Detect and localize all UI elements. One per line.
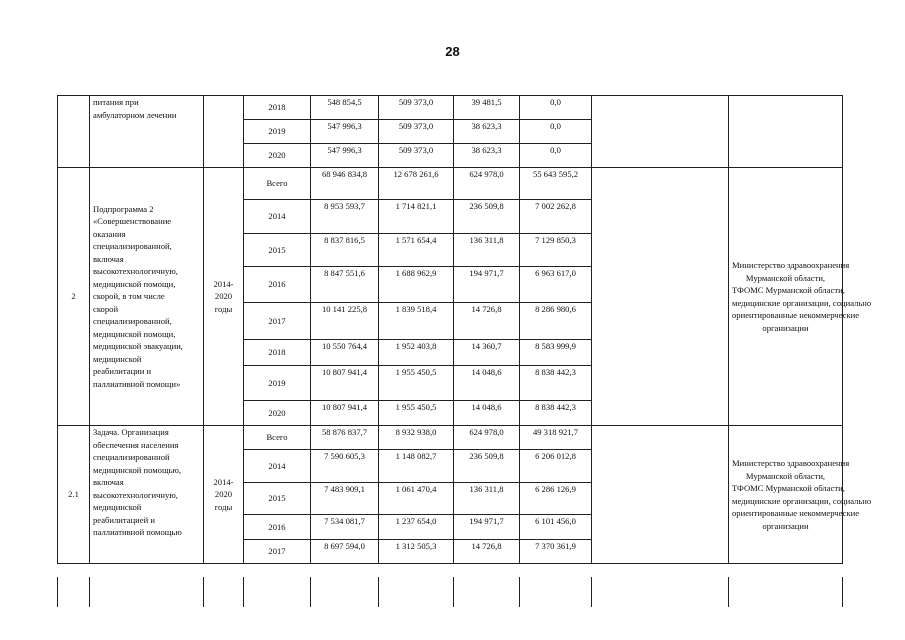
amount-cell: 0,0 bbox=[520, 144, 592, 168]
page-number: 28 bbox=[445, 44, 460, 59]
block_c.name_lines: реабилитацией и bbox=[93, 514, 155, 525]
block_c.period_lines: 2020 bbox=[214, 489, 233, 500]
amount-cell: 6 101 456,0 bbox=[520, 515, 592, 540]
amount-cell: 624 978,0 bbox=[454, 168, 520, 200]
amount-cell: 6 206 012,8 bbox=[520, 450, 592, 483]
year-cell: 2018 bbox=[244, 340, 311, 366]
year-cell: 2016 bbox=[244, 515, 311, 540]
amount-cell: 1 839 518,4 bbox=[379, 303, 454, 340]
block_c.executor_lines: Мурманской области, bbox=[745, 470, 826, 481]
block_b.name_lines: медицинской помощи, bbox=[93, 328, 176, 339]
block_c.name_lines: паллиативной помощью bbox=[93, 527, 182, 537]
block_b.name_lines: включая bbox=[93, 253, 124, 264]
executors bbox=[729, 168, 872, 426]
budget-table bbox=[57, 95, 872, 564]
block_b.executor_lines: Мурманской области, bbox=[745, 272, 826, 283]
block_b.executor_lines: Министерство здравоохранения bbox=[732, 260, 850, 270]
block_b.executor_lines: ориентированные некоммерческие bbox=[732, 310, 860, 320]
block_c.name_lines: специализированной bbox=[93, 452, 170, 462]
program-name bbox=[90, 168, 204, 426]
implementation-period bbox=[204, 96, 244, 168]
table-gridline bbox=[57, 577, 58, 607]
amount-cell: 509 373,0 bbox=[379, 96, 454, 120]
block_b.name_lines: «Совершенствование bbox=[93, 216, 172, 227]
year-cell: 2017 bbox=[244, 303, 311, 340]
block-a bbox=[58, 96, 843, 168]
amount-cell: 136 311,8 bbox=[454, 483, 520, 515]
block-b bbox=[58, 168, 872, 426]
amount-cell: 6 286 126,9 bbox=[520, 483, 592, 515]
amount-cell: 8 838 442,3 bbox=[520, 366, 592, 401]
amount-cell: 8 847 551,6 bbox=[311, 267, 379, 303]
amount-cell: 39 481,5 bbox=[454, 96, 520, 120]
table-row bbox=[58, 426, 843, 450]
amount-cell: 509 373,0 bbox=[379, 144, 454, 168]
amount-cell: 194 971,7 bbox=[454, 267, 520, 303]
block_b.executor_lines: ТФОМС Мурманской области, bbox=[732, 285, 845, 295]
amount-cell: 8 286 980,6 bbox=[520, 303, 592, 340]
amount-cell: 7 590 605,3 bbox=[311, 450, 379, 483]
block_b.name_lines: высокотехнологичную, bbox=[93, 266, 178, 277]
amount-cell: 7 002 262,8 bbox=[520, 200, 592, 234]
amount-cell: 55 643 595,2 bbox=[520, 168, 592, 200]
amount-cell: 7 129 850,3 bbox=[520, 234, 592, 267]
amount-cell: 7 534 081,7 bbox=[311, 515, 379, 540]
executors bbox=[729, 96, 843, 168]
block_c.name_lines: медицинской bbox=[93, 502, 142, 512]
amount-cell: 10 550 764,4 bbox=[311, 340, 379, 366]
year-cell: 2014 bbox=[244, 450, 311, 483]
executors bbox=[729, 426, 872, 564]
year-cell: 2015 bbox=[244, 483, 311, 515]
block_b.executor_lines: медицинские организации, социально bbox=[732, 297, 872, 308]
year-cell: Всего bbox=[244, 168, 311, 200]
table-continuation bbox=[57, 577, 842, 607]
amount-cell: 7 483 909,1 bbox=[311, 483, 379, 515]
amount-cell: 10 807 941,4 bbox=[311, 401, 379, 426]
amount-cell: 14 048,6 bbox=[454, 401, 520, 426]
amount-cell: 49 318 921,7 bbox=[520, 426, 592, 450]
block_b.name_lines: паллиативной помощи» bbox=[93, 378, 181, 389]
amount-cell: 14 726,8 bbox=[454, 540, 520, 564]
amount-cell: 194 971,7 bbox=[454, 515, 520, 540]
table-gridline bbox=[591, 577, 592, 607]
block_c.name_lines: включая bbox=[93, 477, 124, 487]
row-index: 2 bbox=[58, 168, 90, 426]
amount-cell: 136 311,8 bbox=[454, 234, 520, 267]
amount-cell: 0,0 bbox=[520, 120, 592, 144]
year-cell: 2014 bbox=[244, 200, 311, 234]
table-gridline bbox=[310, 577, 311, 607]
amount-cell: 548 854,5 bbox=[311, 96, 379, 120]
amount-cell: 1 312 505,3 bbox=[379, 540, 454, 564]
amount-cell: 1 714 821,1 bbox=[379, 200, 454, 234]
amount-cell: 8 932 938,0 bbox=[379, 426, 454, 450]
block_b.period_lines: годы bbox=[214, 303, 233, 314]
amount-cell: 1 688 962,9 bbox=[379, 267, 454, 303]
block_b.period_lines: 2014- bbox=[213, 278, 234, 289]
year-cell: 2015 bbox=[244, 234, 311, 267]
block_b.name_lines: специализированной, bbox=[93, 316, 172, 327]
implementation-period bbox=[204, 426, 244, 564]
year-cell: 2018 bbox=[244, 96, 311, 120]
block_b.name_lines: скорой bbox=[93, 303, 119, 314]
amount-cell: 12 678 261,6 bbox=[379, 168, 454, 200]
amount-cell: 8 583 999,9 bbox=[520, 340, 592, 366]
amount-cell: 58 876 837,7 bbox=[311, 426, 379, 450]
block_c.executor_lines: ориентированные некоммерческие bbox=[732, 508, 860, 518]
year-cell: 2019 bbox=[244, 120, 311, 144]
block_b.name_lines: оказания bbox=[93, 228, 126, 239]
amount-cell: 10 807 941,4 bbox=[311, 366, 379, 401]
block_b.name_lines: специализированной, bbox=[93, 241, 172, 252]
table-gridline bbox=[89, 577, 90, 607]
year-cell: 2017 bbox=[244, 540, 311, 564]
amount-cell: 1 955 450,5 bbox=[379, 401, 454, 426]
block_c.name_lines: высокотехнологичную, bbox=[93, 489, 178, 500]
amount-cell: 1 952 403,8 bbox=[379, 340, 454, 366]
year-cell: 2020 bbox=[244, 144, 311, 168]
amount-cell: 14 360,7 bbox=[454, 340, 520, 366]
amount-cell: 509 373,0 bbox=[379, 120, 454, 144]
amount-cell: 236 509,8 bbox=[454, 450, 520, 483]
block_a.name_lines: амбулаторном лечении bbox=[93, 109, 177, 120]
table-row bbox=[58, 96, 843, 120]
indicator-cell bbox=[592, 96, 729, 168]
block_c.executor_lines: медицинские организации, социально bbox=[732, 495, 872, 506]
table-gridline bbox=[378, 577, 379, 607]
indicator-cell bbox=[592, 168, 729, 426]
program-name bbox=[90, 426, 204, 564]
indicator-cell bbox=[592, 426, 729, 564]
amount-cell: 8 837 816,5 bbox=[311, 234, 379, 267]
block_a.name_lines: питания при bbox=[93, 97, 139, 107]
block-c bbox=[58, 426, 872, 564]
amount-cell: 547 996,3 bbox=[311, 144, 379, 168]
amount-cell: 1 061 470,4 bbox=[379, 483, 454, 515]
amount-cell: 10 141 225,8 bbox=[311, 303, 379, 340]
block_b.name_lines: скорой, в том числе bbox=[93, 291, 165, 302]
amount-cell: 236 509,8 bbox=[454, 200, 520, 234]
amount-cell: 14 726,8 bbox=[454, 303, 520, 340]
amount-cell: 1 237 654,0 bbox=[379, 515, 454, 540]
row-index bbox=[58, 96, 90, 168]
table-gridline bbox=[519, 577, 520, 607]
block_c.period_lines: 2014- bbox=[213, 476, 234, 487]
year-cell: 2019 bbox=[244, 366, 311, 401]
row-index: 2.1 bbox=[58, 426, 90, 564]
program-name bbox=[90, 96, 204, 168]
amount-cell: 14 048,6 bbox=[454, 366, 520, 401]
amount-cell: 8 953 593,7 bbox=[311, 200, 379, 234]
block_b.executor_lines: организации bbox=[762, 322, 809, 333]
amount-cell: 0,0 bbox=[520, 96, 592, 120]
amount-cell: 1 148 082,7 bbox=[379, 450, 454, 483]
block_b.period_lines: 2020 bbox=[214, 291, 233, 302]
amount-cell: 624 978,0 bbox=[454, 426, 520, 450]
year-cell: Всего bbox=[244, 426, 311, 450]
block_b.name_lines: медицинской bbox=[93, 353, 142, 364]
table-gridline bbox=[203, 577, 204, 607]
table-gridline bbox=[842, 577, 843, 607]
block_c.executor_lines: Министерство здравоохранения bbox=[732, 458, 850, 468]
table-gridline bbox=[728, 577, 729, 607]
implementation-period bbox=[204, 168, 244, 426]
amount-cell: 7 370 361,9 bbox=[520, 540, 592, 564]
amount-cell: 1 955 450,5 bbox=[379, 366, 454, 401]
year-cell: 2016 bbox=[244, 267, 311, 303]
block_b.name_lines: Подпрограмма 2 bbox=[93, 203, 154, 214]
block_c.name_lines: обеспечения населения bbox=[93, 439, 179, 450]
block_c.period_lines: годы bbox=[214, 501, 233, 512]
table-row bbox=[58, 168, 843, 200]
amount-cell: 8 838 442,3 bbox=[520, 401, 592, 426]
amount-cell: 6 963 617,0 bbox=[520, 267, 592, 303]
year-cell: 2020 bbox=[244, 401, 311, 426]
block_c.name_lines: Задача. Организация bbox=[93, 427, 169, 437]
block_b.name_lines: реабилитации и bbox=[93, 366, 152, 377]
block_c.executor_lines: организации bbox=[762, 520, 809, 531]
table-gridline bbox=[453, 577, 454, 607]
block_b.name_lines: медицинской помощи, bbox=[93, 278, 176, 289]
amount-cell: 38 623,3 bbox=[454, 144, 520, 168]
amount-cell: 8 697 594,0 bbox=[311, 540, 379, 564]
block_c.name_lines: медицинской помощью, bbox=[93, 464, 182, 475]
block_b.name_lines: медицинской эвакуации, bbox=[93, 341, 183, 352]
amount-cell: 68 946 834,8 bbox=[311, 168, 379, 200]
amount-cell: 1 571 654,4 bbox=[379, 234, 454, 267]
block_c.executor_lines: ТФОМС Мурманской области, bbox=[732, 483, 845, 493]
amount-cell: 547 996,3 bbox=[311, 120, 379, 144]
table-gridline bbox=[243, 577, 244, 607]
amount-cell: 38 623,3 bbox=[454, 120, 520, 144]
